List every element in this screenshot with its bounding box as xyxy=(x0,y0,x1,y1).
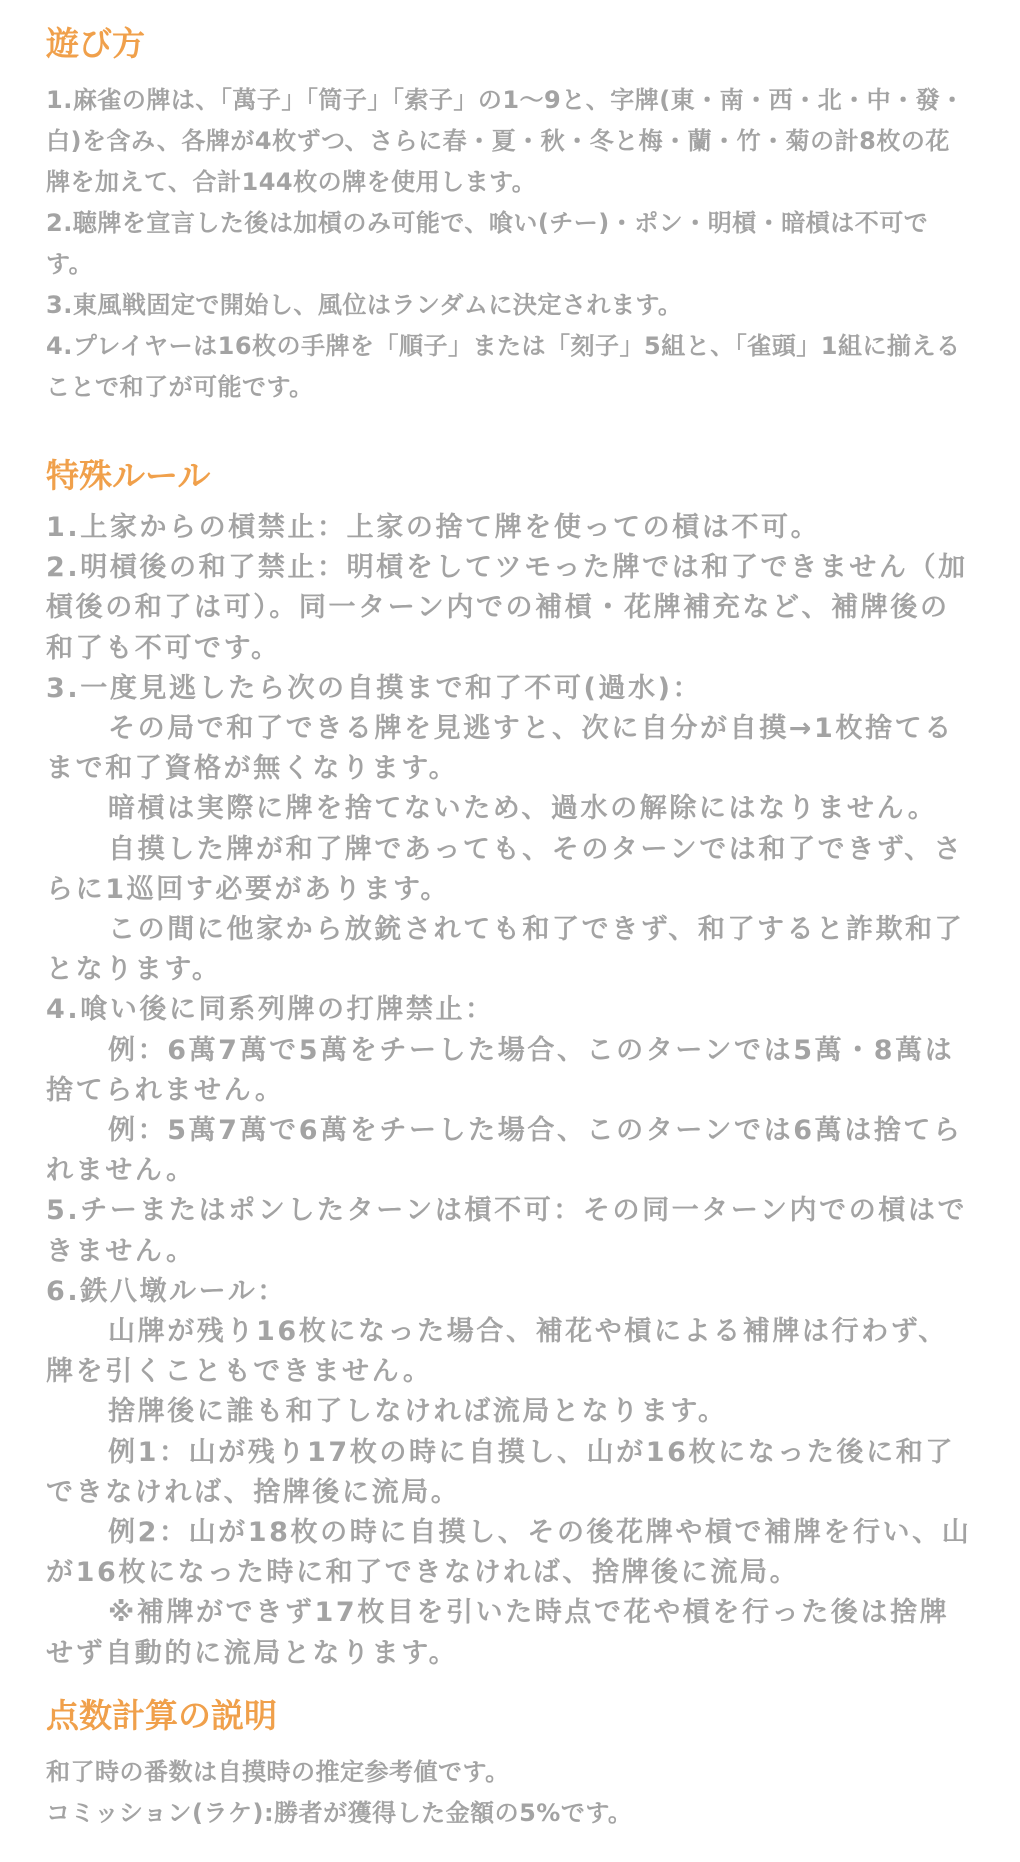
rule-detail-line: 例：6萬7萬で5萬をチーした場合、このターンでは5萬・8萬は捨てられません。 xyxy=(46,1034,955,1106)
score-calculation-title: 点数計算の説明 xyxy=(46,1695,277,1735)
score-note-han: 和了時の番数は自摸時の推定参考値です。 xyxy=(46,1757,510,1786)
how-to-play-item-2: 2.聴牌を宣言した後は加槓のみ可能で、喰い(チー)・ポン・明槓・暗槓は不可です。 xyxy=(46,209,929,278)
rule-detail-line: ※補牌ができず17枚目を引いた時点で花や槓を行った後は捨牌せず自動的に流局となります。 xyxy=(46,1597,950,1669)
score-calculation-section xyxy=(46,1692,974,1834)
rule-detail-line: 例2：山が18枚の時に自摸し、その後花牌や槓で補牌を行い、山が16枚になった時に和了できなければ、捨牌後に流局。 xyxy=(46,1517,972,1589)
rule-detail-line: 山牌が残り16枚になった場合、補花や槓による補牌は行わず、牌を引くこともできません。 xyxy=(46,1316,948,1388)
rule-heading-line: 3.一度見逃したら次の自摸まで和了不可(過水)： xyxy=(46,672,703,704)
rule-heading-line: 1.上家からの槓禁止：上家の捨て牌を使っての槓は不可。 xyxy=(46,512,821,543)
how-to-play-title: 遊び方 xyxy=(46,24,145,63)
rule-heading-line: 4.喰い後に同系列牌の打牌禁止： xyxy=(46,994,495,1026)
rule-detail-line: この間に他家から放銃されても和了できず、和了すると詐欺和了となります。 xyxy=(46,914,965,986)
special-rules-section xyxy=(46,452,974,1674)
rule-detail-line: 自摸した牌が和了牌であっても、そのターンでは和了できず、さらに1巡回す必要があります。 xyxy=(46,833,964,905)
special-rules-title: 特殊ルール xyxy=(46,456,211,495)
rule-detail-line: 例：5萬7萬で6萬をチーした場合、このターンでは6萬は捨てられません。 xyxy=(46,1115,963,1187)
how-to-play-section xyxy=(46,20,974,408)
score-note-commission: コミッション(ラケ):勝者が獲得した金額の5%です。 xyxy=(46,1798,633,1827)
special-rules-list xyxy=(46,508,974,1674)
rule-detail-line: 暗槓は実際に牌を捨てないため、過水の解除にはなりません。 xyxy=(108,793,938,825)
how-to-play-item-4: 4.プレイヤーは16枚の手牌を「順子」または「刻子」5組と、「雀頭」1組に揃えることで和了が可能です。 xyxy=(46,332,961,401)
rule-detail-line: 例1：山が残り17枚の時に自摸し、山が16枚になった後に和了できなければ、捨牌後に流局。 xyxy=(46,1436,955,1508)
rule-heading-line: 2.明槓後の和了禁止：明槓をしてツモった牌では和了できません（加槓後の和了は可）。同一ターン内での補槓・花牌補充など、補牌後の和了も不可です。 xyxy=(46,552,968,664)
rule-detail-line: その局で和了できる牌を見逃すと、次に自分が自摸→1枚捨てるまで和了資格が無くなります。 xyxy=(46,713,954,785)
rule-heading-line: 6.鉄八墩ルール： xyxy=(46,1275,287,1307)
how-to-play-item-1: 1.麻雀の牌は、「萬子」「筒子」「索子」の1～9と、字牌(東・南・西・北・中・發・白)を含み、各牌が4枚ずつ、さらに春・夏・秋・冬と梅・蘭・竹・菊の計8枚の花牌を加えて、合計144枚の牌を使用します。 xyxy=(46,86,965,196)
how-to-play-item-3: 3.東風戦固定で開始し、風位はランダムに決定されます。 xyxy=(46,291,683,319)
rule-heading-line: 5.チーまたはポンしたターンは槓不可：その同一ターン内での槓はできません。 xyxy=(46,1195,968,1267)
rule-detail-line: 捨牌後に誰も和了しなければ流局となります。 xyxy=(108,1396,728,1428)
